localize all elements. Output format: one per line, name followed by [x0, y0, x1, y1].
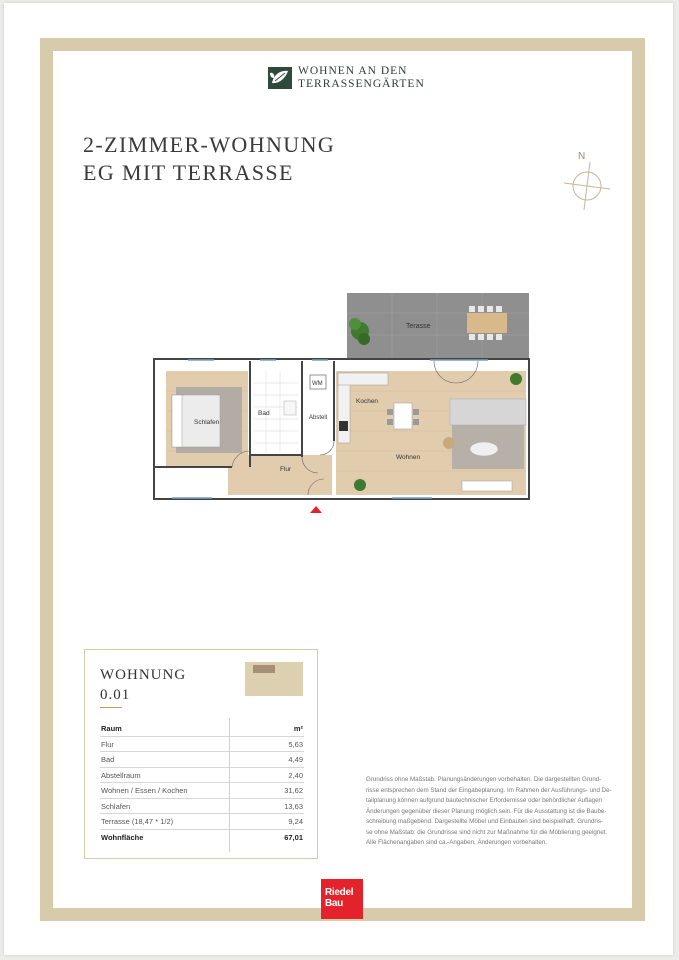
plant-icon [354, 479, 366, 491]
total-area: 67,01 [284, 832, 303, 842]
brand-name [298, 65, 425, 91]
dining-table [394, 403, 412, 429]
disclaimer-text [366, 775, 614, 849]
title-line-1: 2-ZIMMER-WOHNUNG [83, 132, 336, 157]
sofa [450, 399, 526, 425]
row-area: 2,40 [288, 770, 303, 780]
row-area: 5,63 [288, 739, 303, 749]
room-label-living: Wohnen [396, 454, 421, 461]
table-row [100, 799, 304, 815]
brand-line-1: WOHNEN AN DEN [298, 65, 408, 77]
room-label-storage: Abstell [309, 415, 328, 421]
table-row [100, 814, 304, 830]
disclaimer-line: Alle Flächenangaben sind ca.-Angaben, Änderungen vorbehalten. [366, 839, 547, 846]
floorplan [152, 291, 532, 516]
entrance-arrow-icon [310, 506, 322, 513]
room-hall [228, 455, 332, 495]
room-label-hall: Flur [280, 466, 292, 473]
plant-icon [510, 373, 522, 385]
row-name: Terrasse (18,47 * 1/2) [101, 817, 174, 826]
table-row [100, 737, 304, 753]
table-row [100, 768, 304, 784]
total-name: Wohnfläche [101, 832, 144, 842]
disclaimer-line: tailplanung können aufgrund bautechnischer Erfordernisse oder behördlicher Auflagen [366, 797, 602, 804]
disclaimer-line: se ohne Maßstab: die Grundrisse sind nicht zur Maßnahme für die Möblierung geeignet. [366, 828, 608, 836]
compass-icon [552, 148, 614, 210]
table-header [100, 721, 304, 737]
disclaimer-line: schreibung maßgebend. Dargestellte Möbel und Einbauten sind beispielhaft. Grundris- [366, 818, 603, 825]
area-table [100, 721, 304, 845]
row-name: Flur [101, 739, 114, 749]
unit-label: WOHNUNG [100, 667, 187, 683]
row-name: Schlafen [101, 801, 131, 811]
table-row [100, 752, 304, 768]
disclaimer-line: Grundriss ohne Maßstab. Planungsänderungen vorbehalten. Die dargestellten Grund- [366, 776, 602, 783]
room-label-kitchen: Kochen [356, 398, 379, 405]
title-line-2: EG MIT TERRASSE [83, 160, 294, 185]
disclaimer-line: Änderungen gegenüber dieser Planung möglich sein. Für die Ausstattung ist die Baube- [366, 807, 607, 815]
page-title [83, 131, 335, 187]
row-area: 4,49 [288, 755, 303, 764]
table-total-row [100, 830, 304, 846]
terrace-table [467, 306, 507, 340]
row-area: 13,63 [284, 801, 303, 811]
compass-north-label: N [578, 151, 586, 162]
room-label-bath: Bad [258, 410, 270, 417]
row-area: 31,62 [284, 786, 303, 795]
row-name: Wohnen / Essen / Kochen [101, 786, 188, 795]
developer-line-2: Bau [325, 898, 343, 909]
page-sheet [4, 3, 673, 955]
unit-heading [100, 665, 186, 705]
keyplan-thumbnail [245, 662, 303, 696]
row-name: Abstellraum [101, 770, 141, 780]
brand-header [266, 63, 436, 95]
brand-line-2: TERRASSENGÄRTEN [298, 78, 425, 90]
toilet [284, 401, 296, 415]
keyplan-unit-marker [253, 665, 275, 673]
heading-rule [100, 707, 122, 708]
unit-number: 0.01 [100, 687, 131, 703]
disclaimer-line: risse entsprechen dem Stand der Eingabeplanung. Im Rahmen der Ausführungs- und De- [366, 786, 612, 794]
room-label-bedroom: Schlafen [194, 419, 220, 426]
row-name: Bad [101, 755, 115, 764]
room-label-terrace: Terasse [406, 323, 431, 330]
unit-info-box [84, 649, 318, 859]
riedel-bau-logo [321, 879, 363, 919]
leaf-logo-icon [266, 65, 294, 91]
label-wm: WM [312, 381, 323, 387]
header-unit: m² [293, 724, 303, 733]
header-room: Raum [101, 724, 122, 733]
table-row [100, 783, 304, 799]
developer-line-1: Riedel [325, 887, 354, 898]
row-area: 9,24 [288, 817, 303, 826]
